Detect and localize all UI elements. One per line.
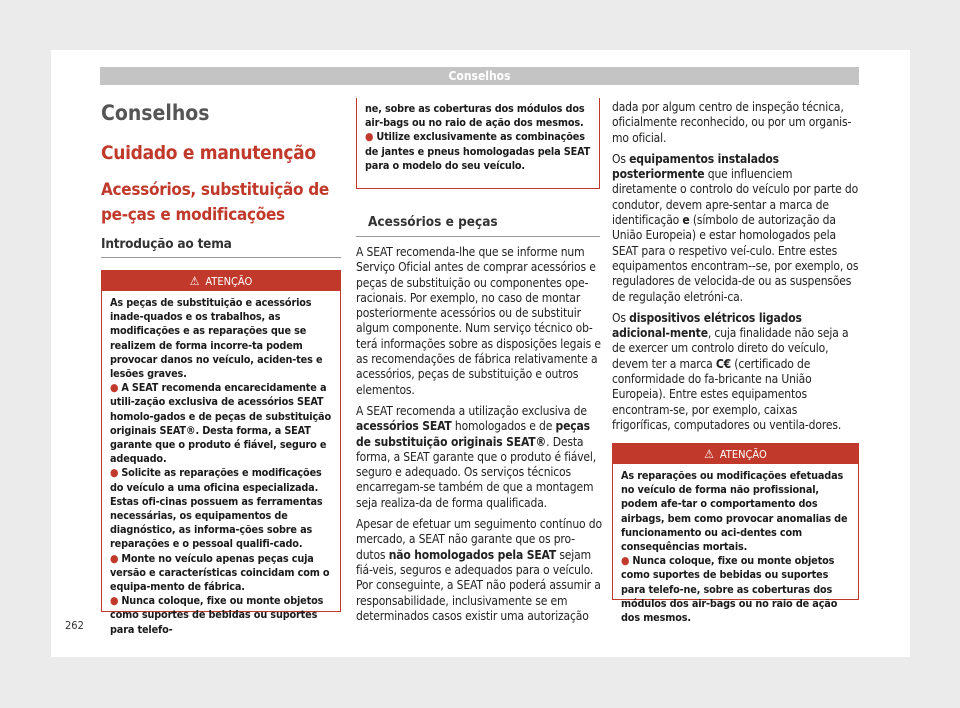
warning-box-continued — [356, 98, 600, 189]
right-column-text — [612, 100, 859, 439]
warning-triangle-icon: ⚠ — [704, 447, 714, 461]
middle-column-text — [356, 245, 602, 630]
paragraph: dada por algum centro de inspeção técnica, oficialmente reconhecido, ou por um organis-mo oficial. — [612, 100, 852, 145]
bullet-icon: ● — [110, 466, 119, 480]
paragraph: A SEAT recomenda a utilização exclusiva de acessórios SEAT homologados e de peças de substituição originais SEAT®. Desta forma, a SEAT garante que o produto é fiável, seguro e adequado. Os serviços técnicos encarregam-se também de que a montagem seja realiza-da de forma qualificada. — [356, 403, 597, 510]
chapter-title: Conselhos — [101, 101, 210, 125]
warning-body — [357, 98, 599, 179]
warning-intro: As peças de substituição e acessórios inade-quados e os trabalhos, as modificações e as reparações que se realizem de forma incorre-ta podem provocar danos no veículo, aciden-tes e lesões graves. — [110, 296, 323, 381]
section-heading: Acessórios e peças — [368, 214, 498, 230]
list-item: ● Utilize exclusivamente as combinações de jantes e pneus homologadas pela SEAT para o modelo do seu veículo. — [365, 130, 591, 172]
warning-header — [613, 444, 858, 464]
list-item: ● Solicite as reparações e modificações do veículo a uma oficina especializada. Estas ofi-cinas possuem as ferramentas necessárias, os equipamentos de diagnóstico, as informa-ções sobre as reparações e o pessoal qualifi-cado. — [110, 466, 323, 551]
warning-body — [102, 291, 340, 643]
warning-box-1 — [101, 270, 341, 636]
bullet-icon: ● — [110, 594, 119, 608]
paragraph: A SEAT recomenda-lhe que se informe num Serviço Oficial antes de comprar acessórios e peças de substituição ou componentes ope-racionais. Por exemplo, no caso de montar posteriormente acessórios ou de substituir algum componente. Num serviço técnico ob-terá informações sobre as disposições legais e as recomendações de fábrica relativamente a acessórios, peças de substituição e outros elementos. — [356, 245, 601, 397]
title-rule — [101, 257, 341, 258]
topic-title: Introdução ao tema — [101, 236, 232, 252]
list-item: ● A SEAT recomenda encarecidamente a utili-zação exclusiva de acessórios SEAT homolo-gados e de peças de substituição originais SEAT®. Desta forma, a SEAT garante que o produto é fiável, seguro e adequado. — [110, 381, 331, 466]
paragraph: Os equipamentos instalados posteriormente que influenciem diretamente o controlo do veículo por parte do condutor, devem apre-sentar a marca de identificação e (símbolo de autorização da União Europeia) e estar homologados pela SEAT para o respetivo veí-culo. Entre estes equipamentos encontram--se, por exemplo, os reguladores de velocida-de ou as suspensões de regulação eletróni-ca. — [612, 151, 859, 304]
section-rule — [356, 236, 600, 237]
bullet-icon: ● — [365, 130, 374, 144]
paragraph: Apesar de efetuar um seguimento contínuo do mercado, a SEAT não garante que os pro-dutos não homologados pela SEAT sejam fiá-veis, seguros e adequados para o veículo. Por conseguinte, a SEAT não poderá assumir a responsabilidade, inclusivamente se em determinados casos existir uma autorização — [356, 517, 602, 623]
paragraph: Os dispositivos elétricos ligados adicional-mente, cuja finalidade não seja a de exercer um controlo direto do veículo, devem ter a marca C€ (certificado de conformidade do fa-bricante na União Europeia). Entre estes equipamentos encontram-se, por exemplo, caixas frigoríficas, computadores ou ventila-dores. — [612, 310, 849, 432]
warning-header — [102, 271, 340, 291]
warning-body — [613, 464, 858, 631]
section-title: Cuidado e manutenção — [101, 142, 316, 164]
warning-label: ATENÇÃO — [719, 448, 767, 461]
page-number: 262 — [65, 619, 84, 632]
list-item: ● Monte no veículo apenas peças cuja versão e características coincidam com o equipa-mento de fábrica. — [110, 551, 330, 594]
bullet-icon: ● — [621, 554, 630, 568]
warning-box-2 — [612, 443, 859, 625]
warning-intro: As reparações ou modificações efetuadas no veículo de forma não profissional, podem afe-tar o comportamento dos airbags, bem como provocar anomalias de funcionamento ou aci-dentes com consequências mortais. — [621, 469, 848, 554]
warning-triangle-icon: ⚠ — [189, 274, 200, 288]
running-header: Conselhos — [100, 67, 859, 85]
warning-continued-line: ne, sobre as coberturas dos módulos dos air-bags ou no raio de ação dos mesmos. — [365, 102, 585, 130]
warning-label: ATENÇÃO — [205, 275, 253, 288]
bullet-icon: ● — [110, 381, 119, 395]
subsection-title: Acessórios, substituição de pe-ças e modificações — [101, 180, 330, 225]
list-item: ● Nunca coloque, fixe ou monte objetos como suportes de bebidas ou suportes para telefo- — [110, 594, 324, 636]
list-item: ● Nunca coloque, fixe ou monte objetos como suportes de bebidas ou suportes para telefo-ne, sobre as coberturas dos módulos dos air-bags ou no raio de ação dos mesmos. — [621, 554, 838, 625]
bullet-icon: ● — [110, 551, 119, 565]
